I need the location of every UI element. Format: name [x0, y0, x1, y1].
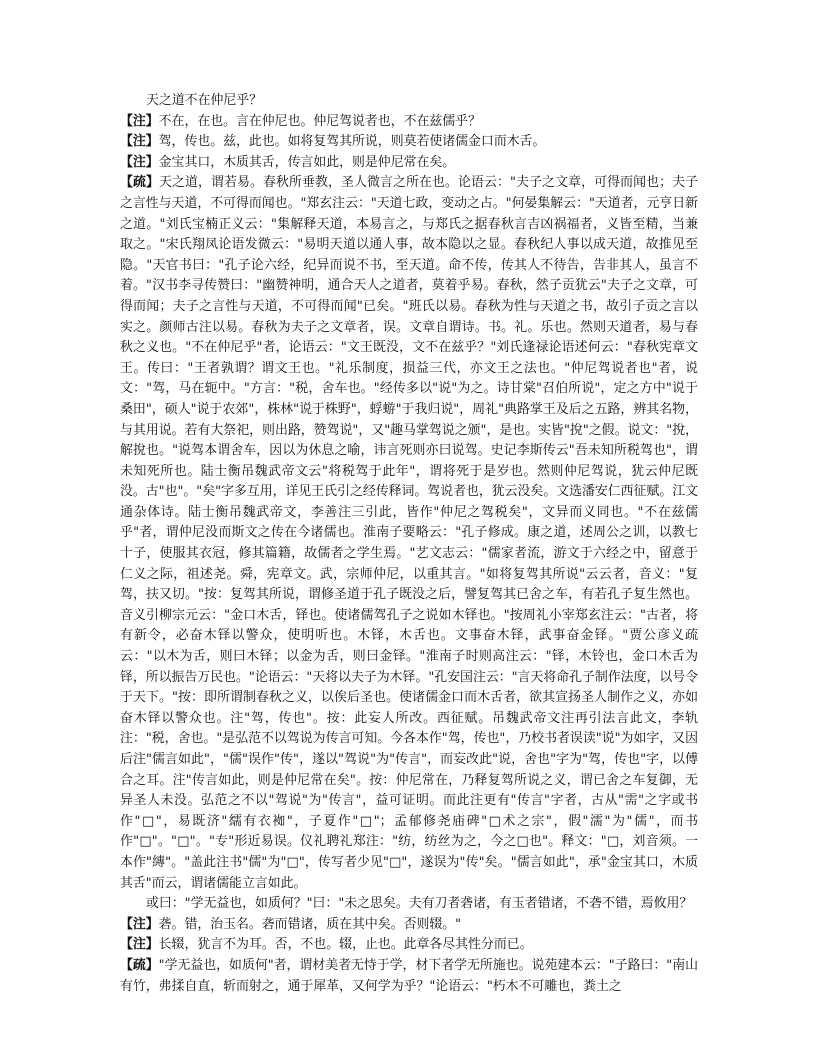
subcommentary-paragraph: 【疏】"学无益也，如质何"者，谓材美者无恃于学，材下者学无所施也。说苑建本云："子路曰："南山有竹，弗揉自直，斩而射之，通于犀革，又何学为乎？"论语云："朽木不可雕也，粪土之 — [120, 957, 699, 994]
commentary-note: 【注】不在，在也。言在仲尼也。仲尼驾说者也，不在兹儒乎？ — [120, 113, 481, 129]
note-tag: 【注】 — [120, 154, 159, 170]
note-tag: 【注】 — [120, 916, 159, 932]
shu-tag: 【疏】 — [120, 175, 160, 191]
classic-text-line: 天之道不在仲尼乎？ — [146, 93, 263, 108]
commentary-note: 【注】砻。错，治玉名。砻而错诸，质在其中矣。否则辍。" — [120, 916, 462, 932]
note-tag: 【注】 — [120, 113, 159, 129]
document-page — [120, 91, 698, 997]
shu-tag: 【疏】 — [120, 957, 159, 973]
note-tag: 【注】 — [120, 937, 159, 953]
classic-text-line: 或曰："学无益也，如质何？"曰："未之思矣。夫有刀者砻诸，有玉者错诸，不砻不错，焉攸用？ — [146, 896, 693, 912]
commentary-note: 【注】驾，传也。兹，此也。如将复驾其所说，则莫若使诸儒金口而木舌。 — [120, 134, 546, 150]
commentary-note: 【注】金宝其口，木质其舌，传言如此，则是仲尼常在矣。 — [120, 154, 456, 170]
subcommentary-paragraph: 【疏】天之道，谓若易。春秋所垂教，圣人微言之所在也。论语云："夫子之文章，可得而闻也；夫子之言性与天道，不可得而闻也。"郑玄注云："天道七政，变动之占。"何晏集解云："天道者，元亨日新之道。"刘氏宝楠正义云："集解释天道，本易言之，与郑氏之据春秋言吉凶祸福者，义皆至精，当兼取之。"宋氏翔凤论语发微云："易明天道以通人事，故本隐以之显。春秋纪人事以成天道，故推见至隐。"天官书曰："孔子论六经，纪异而说不书，至天道。命不传，传其人不待告，告非其人，虽言不着。"汉书李寻传赞曰："幽赞神明，通合天人之道者，莫着乎易。春秋，然子贡犹云"夫子之文章，可得而闻；夫子之言性与天道，不可得而闻"已矣。"班氏以易。春秋为性与天道之书，故引子贡之言以实之。颜师古注以易。春秋为夫子之文章者，误。文章自谓诗。书。礼。乐也。然则天道者，易与春秋之义也。"不在仲尼乎"者，论语云："文王既没，文不在兹乎？"刘氏逢禄论语述何云："春秋宪章文王。传曰："王者孰谓？谓文王也。"礼乐制度，损益三代，亦文王之法也。"仲尼驾说者也"者，说文："驾，马在轭中。"方言："税，舍车也。"经传多以"说"为之。诗甘棠"召伯所说"，定之方中"说于桑田"，硕人"说于农郊"，株林"说于株野"，蜉蝣"于我归说"，周礼"典路掌王及后之五路，辨其名物，与其用说。若有大祭祀，则出路，赞驾说"，又"趣马掌驾说之颁"，是也。实皆"挩"之假。说文："挩，解挩也。"说驾本谓舍车，因以为休息之喻，讳言死则亦曰说驾。史记李斯传云"吾未知所税驾也"，谓未知死所也。陆士衡吊魏武帝文云"将税驾于此年"，谓将死于是岁也。然则仲尼驾说，犹云仲尼既没。古"也"。"矣"字多互用，详见王氏引之经传释词。驾说者也，犹云没矣。文选潘安仁西征赋。江文通杂体诗。陆士衡吊魏武帝文，李善注三引此，皆作"仲尼之驾税矣"，文异而义同也。"不在兹儒乎"者，谓仲尼没而斯文之传在今诸儒也。淮南子要略云："孔子修成。康之道，述周公之训，以教七十子，使服其衣冠，修其篇籍，故儒者之学生焉。"艺文志云："儒家者流，游文于六经之中，留意于仁义之际，祖述尧。舜，宪章文。武，宗师仲尼，以重其言。"如将复驾其所说"云云者，音义："复驾，扶又切。"按：复驾其所说，谓修圣道于孔子既没之后，譬复驾其已舍之车，有若孔子复生然也。音义引柳宗元云："金口木舌，铎也。使诸儒驾孔子之说如木铎也。"按周礼小宰郑玄注云："古者，将有新令，必奋木铎以警众，使明听也。木铎，木舌也。文事奋木铎，武事奋金铎。"贾公彦义疏云："以木为舌，则曰木铎；以金为舌，则曰金铎。"淮南子时则高注云："铎，木铃也，金口木舌为铎，所以振告万民也。"论语云："天将以夫子为木铎。"孔安国注云："言天将命孔子制作法度，以号令于天下。"按：即所谓制春秋之义，以俟后圣也。使诸儒金口而木舌者，欲其宣扬圣人制作之义，亦如奋木铎以警众也。注"驾，传也"。按：此妄人所改。西征赋。吊魏武帝文注再引法言此文，李轨注："税，舍也。"是弘范不以驾说为传言可知。今各本作"驾，传也"，乃校书者误读"说"为如字，又因后注"儒言如此"，"儒"误作"传"，遂以"驾说"为"传言"，而妄改此"说，舍也"字为"驾，传也"字，以傅合之耳。注"传言如此，则是仲尼常在矣"。按：仲尼常在，乃释复驾所说之义，谓已舍之车复御，无异圣人未没。弘范之不以"驾说"为"传言"，益可证明。而此注更有"传言"字者，古从"需"之字或书作"□"，易既济"繻有衣袽"，子夏作"□"；孟郁修尧庙碑"□术之宗"，假"濡"为"儒"，而书作"□"。"□"。"专"形近易误。仪礼聘礼郑注："纺，纺丝为之，今之□也"。释文："□，刘音须。一本作"縳"。"盖此注书"儒"为"□"，传写者少见"□"，遂误为"传"矣。"儒言如此"，承"金宝其口，木质其舌"而云，谓诸儒能立言如此。 — [120, 175, 699, 891]
note-tag: 【注】 — [120, 134, 159, 150]
commentary-note: 【注】长辍，犹言不为耳。否，不也。辍，止也。此章各尽其性分而已。 — [120, 937, 533, 953]
